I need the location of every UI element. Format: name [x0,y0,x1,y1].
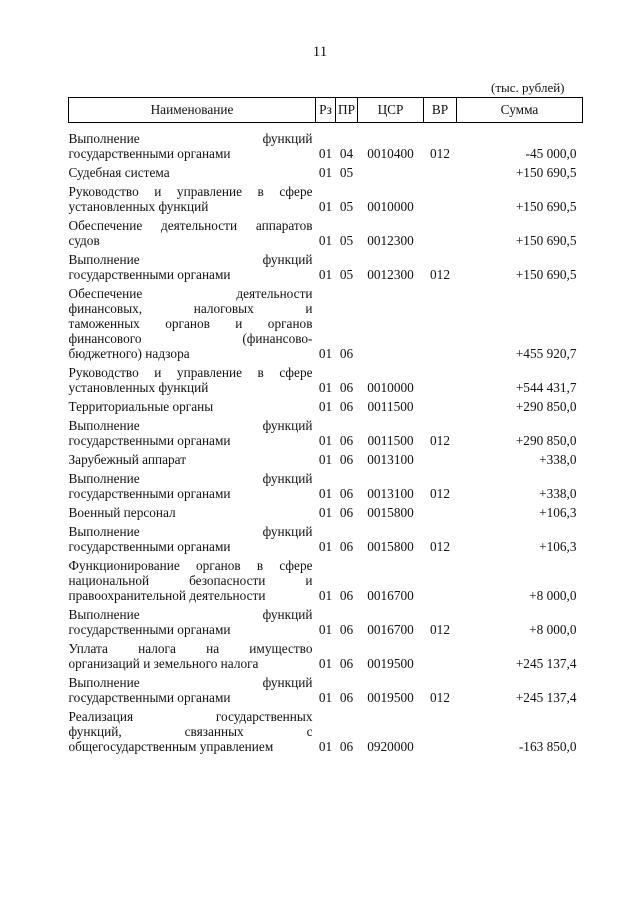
row-pr: 06 [339,539,354,554]
row-pr: 06 [339,739,354,754]
row-csr: 0015800 [367,539,414,554]
row-name-line: национальной безопасности и [68,573,313,588]
table-row [69,520,583,554]
header-csr: ЦСР [358,98,424,123]
row-name [69,214,316,248]
row-rz: 01 [318,656,333,671]
row-name-line: Реализация государственных [68,709,313,724]
row-sum: +150 690,5 [515,233,577,248]
table-row [69,123,583,162]
row-name-line: Выполнение функций [68,675,313,690]
row-csr: 0016700 [367,588,414,603]
row-vr [424,554,457,603]
row-pr: 05 [339,233,354,248]
table-row [69,637,583,671]
row-name [69,554,316,603]
row-rz: 01 [318,588,333,603]
table-row [69,180,583,214]
row-name-line: установленных функций [68,380,209,395]
row-name-line: таможенных органов и органов [68,316,313,331]
row-vr [424,395,457,414]
row-rz: 01 [318,233,333,248]
row-rz: 01 [318,346,333,361]
row-vr: 012 [430,433,450,448]
row-name [69,501,316,520]
header-sum: Сумма [457,98,583,123]
row-name [69,123,316,162]
row-pr: 05 [339,267,354,282]
row-sum: +338,0 [539,486,577,501]
row-rz: 01 [318,739,333,754]
row-name-line: организаций и земельного налога [68,656,259,671]
row-name-line: Функционирование органов в сфере [68,558,313,573]
row-sum: +150 690,5 [515,165,577,180]
row-name [69,671,316,705]
row-name-line: Выполнение функций [68,607,313,622]
row-vr: 012 [430,146,450,161]
row-vr [424,501,457,520]
table-row [69,448,583,467]
table-row [69,603,583,637]
row-name-line: государственными органами [68,690,231,705]
row-pr: 06 [339,690,354,705]
row-name-line: Территориальные органы [68,399,214,414]
row-name-line: государственными органами [68,267,231,282]
table-row [69,395,583,414]
row-sum: +544 431,7 [515,380,577,395]
row-name-line: государственными органами [68,433,231,448]
row-pr: 06 [339,505,354,520]
row-name-line: Выполнение функций [68,252,313,267]
row-rz: 01 [318,267,333,282]
row-rz: 01 [318,622,333,637]
row-rz: 01 [318,486,333,501]
row-name [69,414,316,448]
row-csr: 0013100 [367,452,414,467]
row-vr: 012 [430,486,450,501]
row-csr: 0016700 [367,622,414,637]
row-csr [358,282,424,361]
row-name [69,282,316,361]
table-row [69,214,583,248]
row-csr: 0015800 [367,505,414,520]
row-vr: 012 [430,539,450,554]
row-vr: 012 [430,622,450,637]
table-row [69,467,583,501]
table-row [69,282,583,361]
row-pr: 05 [339,199,354,214]
table-row [69,705,583,754]
row-rz: 01 [318,380,333,395]
row-name-line: государственными органами [68,146,231,161]
row-name [69,161,316,180]
row-rz: 01 [318,199,333,214]
row-name [69,603,316,637]
header-vr: ВР [424,98,457,123]
row-name-line: финансовых, налоговых и [68,301,313,316]
row-pr: 06 [339,588,354,603]
row-vr [424,180,457,214]
row-csr: 0019500 [367,690,414,705]
row-pr: 06 [339,452,354,467]
table-header-row [69,98,583,123]
table-row [69,554,583,603]
row-rz: 01 [318,433,333,448]
row-vr [424,705,457,754]
row-name [69,637,316,671]
units-label: (тыс. рублей) [491,80,565,95]
header-name: Наименование [69,98,316,123]
row-rz: 01 [318,690,333,705]
row-name-line: Выполнение функций [68,524,313,539]
row-name [69,395,316,414]
row-name-line: государственными органами [68,486,231,501]
row-vr [424,448,457,467]
row-name-line: Судебная система [68,165,170,180]
row-name-line: Выполнение функций [68,131,313,146]
row-csr: 0920000 [367,739,414,754]
row-pr: 06 [339,622,354,637]
row-name [69,467,316,501]
row-name-line: финансового (финансово- [68,331,313,346]
row-sum: +245 137,4 [515,656,577,671]
row-name-line: Обеспечение деятельности аппаратов [68,218,313,233]
row-name-line: правоохранительной деятельности [68,588,266,603]
row-csr: 0013100 [367,486,414,501]
row-csr: 0012300 [367,233,414,248]
row-vr [424,161,457,180]
row-name-line: Уплата налога на имущество [68,641,313,656]
row-csr: 0011500 [367,399,414,414]
row-sum: +8 000,0 [529,622,577,637]
row-csr: 0012300 [367,267,414,282]
row-csr: 0010000 [367,199,414,214]
row-name-line: Военный персонал [68,505,176,520]
row-name [69,448,316,467]
row-sum: +245 137,4 [515,690,577,705]
row-sum: +150 690,5 [515,267,577,282]
row-vr [424,361,457,395]
row-pr: 06 [339,346,354,361]
header-pr: ПР [336,98,358,123]
table-row [69,671,583,705]
row-name-line: Руководство и управление в сфере [68,184,313,199]
row-pr: 05 [339,165,354,180]
row-name-line: Зарубежный аппарат [68,452,187,467]
row-csr: 0011500 [367,433,414,448]
row-sum: +8 000,0 [529,588,577,603]
row-name-line: судов [68,233,100,248]
row-name-line: государственными органами [68,622,231,637]
row-sum: +290 850,0 [515,399,577,414]
row-sum: +338,0 [539,452,577,467]
row-name-line: общегосударственным управлением [68,739,274,754]
row-pr: 06 [339,486,354,501]
row-sum: +106,3 [539,505,577,520]
row-name [69,180,316,214]
row-name-line: установленных функций [68,199,209,214]
table-row [69,414,583,448]
row-sum: +290 850,0 [515,433,577,448]
row-name [69,520,316,554]
row-vr: 012 [430,267,450,282]
row-pr: 06 [339,399,354,414]
row-csr: 0010400 [367,146,414,161]
row-vr: 012 [430,690,450,705]
row-csr: 0010000 [367,380,414,395]
row-name [69,361,316,395]
row-rz: 01 [318,399,333,414]
row-rz: 01 [318,539,333,554]
row-name-line: бюджетного) надзора [68,346,190,361]
table-row [69,248,583,282]
row-vr [424,282,457,361]
row-pr: 06 [339,656,354,671]
row-sum: +150 690,5 [515,199,577,214]
row-vr [424,214,457,248]
row-csr [358,161,424,180]
table-row [69,161,583,180]
row-name-line: функций, связанных с [68,724,313,739]
row-rz: 01 [318,505,333,520]
header-rz: Рз [316,98,336,123]
row-sum: -163 850,0 [518,739,577,754]
row-pr: 06 [339,433,354,448]
row-pr: 04 [339,146,354,161]
row-rz: 01 [318,146,333,161]
table-body [69,123,583,755]
row-csr: 0019500 [367,656,414,671]
row-sum: -45 000,0 [525,146,577,161]
budget-table [68,97,583,754]
row-rz: 01 [318,452,333,467]
row-name-line: Выполнение функций [68,471,313,486]
table-row [69,501,583,520]
row-sum: +106,3 [539,539,577,554]
table-row [69,361,583,395]
row-name-line: Обеспечение деятельности [68,286,313,301]
row-name-line: государственными органами [68,539,231,554]
row-name-line: Выполнение функций [68,418,313,433]
row-sum: +455 920,7 [515,346,577,361]
row-name [69,248,316,282]
row-name-line: Руководство и управление в сфере [68,365,313,380]
row-pr: 06 [339,380,354,395]
page-number: 11 [312,44,328,60]
row-rz: 01 [318,165,333,180]
row-name [69,705,316,754]
row-vr [424,637,457,671]
